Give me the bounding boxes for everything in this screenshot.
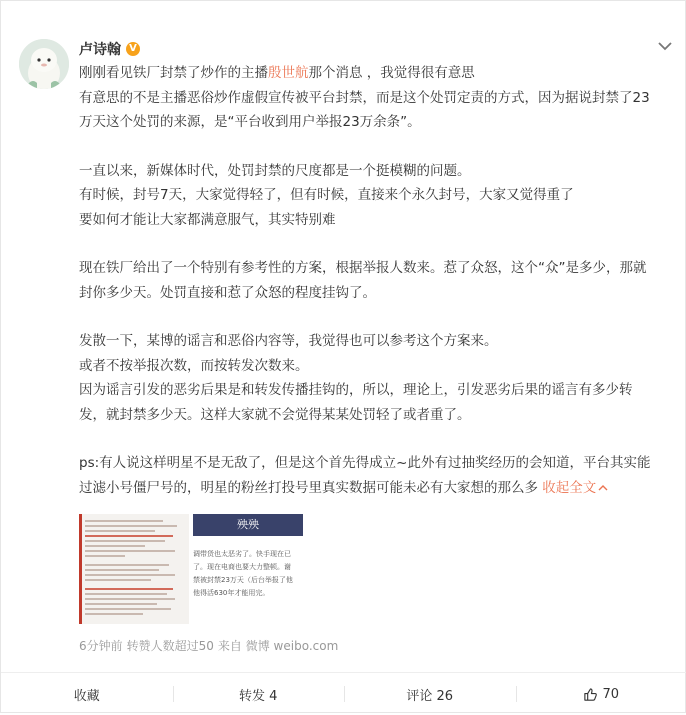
post-line: 万天这个处罚的来源，是“平台收到用户举报23万余条”。 — [79, 110, 669, 135]
post-content — [79, 61, 669, 500]
post-image-1[interactable] — [79, 514, 189, 624]
post-line: 或者不按举报次数，而按转发次数来。 — [79, 354, 669, 379]
repost-button[interactable]: 转发 4 — [173, 673, 345, 715]
chevron-up-icon — [598, 484, 608, 492]
post-meta — [79, 637, 338, 654]
post-line: 现在铁厂给出了一个特别有参考性的方案，根据举报人数来。惹了众怒，这个“众”是多少，那就 — [79, 256, 669, 281]
repost-count-note: 转赞人数超过50 — [127, 637, 214, 654]
post-line: 有意思的不是主播恶俗炒作虚假宣传被平台封禁，而是这个处罚定责的方式，因为据说封禁了23 — [79, 86, 669, 111]
post-line: 刚刚看见铁厂封禁了炒作的主播殷世航那个消息 ，我觉得很有意思 — [79, 61, 669, 86]
post-time[interactable]: 6分钟前 — [79, 637, 123, 654]
thumbnail-header: 殃殃 — [193, 514, 303, 536]
post-line: 要如何才能让大家都满意服气，其实特别难 — [79, 208, 669, 233]
post-line: 发，就封禁多少天。这样大家就不会觉得某某处罚轻了或者重了。 — [79, 403, 669, 428]
post-line: 一直以来，新媒体时代，处罚封禁的尺度都是一个挺模糊的问题。 — [79, 159, 669, 184]
mention-link[interactable]: 殷世航 — [268, 65, 309, 81]
thumbs-up-icon — [583, 687, 598, 702]
post-image-2[interactable] — [193, 514, 303, 624]
collapse-text-link[interactable]: 收起全文 — [542, 480, 608, 496]
post-line: ps:有人说这样明星不是无敌了，但是这个首先得成立~此外有过抽奖经历的会知道，平台其实能 — [79, 451, 669, 476]
username-link[interactable]: 卢诗翰 — [79, 39, 121, 59]
avatar[interactable] — [19, 39, 69, 89]
verified-badge-icon: V — [126, 42, 140, 56]
favorite-button[interactable]: 收藏 — [1, 673, 173, 715]
screenshot-thumbnail — [79, 514, 189, 624]
thumbnail-text: 调带货也太恶劣了。快手现在已 了。现在电商也要大力整顿。谢 禁被封禁23万天（后台举报了他 他得活630年才能用完。 — [193, 548, 303, 600]
post-author — [79, 39, 140, 59]
post-line: 因为谣言引发的恶劣后果是和转发传播挂钩的，所以，理论上，引发恶劣后果的谣言有多少转 — [79, 378, 669, 403]
comment-button[interactable]: 评论 26 — [344, 673, 516, 715]
post-line: 有时候，封号7天，大家觉得轻了，但有时候，直接来个永久封号，大家又觉得重了 — [79, 183, 669, 208]
post-line: 发散一下，某博的谣言和恶俗内容等，我觉得也可以参考这个方案来。 — [79, 329, 669, 354]
post-source[interactable]: 来自 微博 weibo.com — [218, 637, 338, 654]
image-gallery — [79, 514, 303, 624]
action-bar — [1, 672, 686, 715]
post-line: 封你多少天。处罚直接和惹了众怒的程度挂钩了。 — [79, 281, 669, 306]
post-line: 过滤小号僵尸号的，明星的粉丝打投号里真实数据可能未必有大家想的那么多 收起全文 — [79, 476, 669, 501]
like-button[interactable]: 70 — [516, 673, 686, 715]
chevron-down-icon[interactable] — [656, 39, 674, 53]
avatar-image — [19, 39, 69, 89]
